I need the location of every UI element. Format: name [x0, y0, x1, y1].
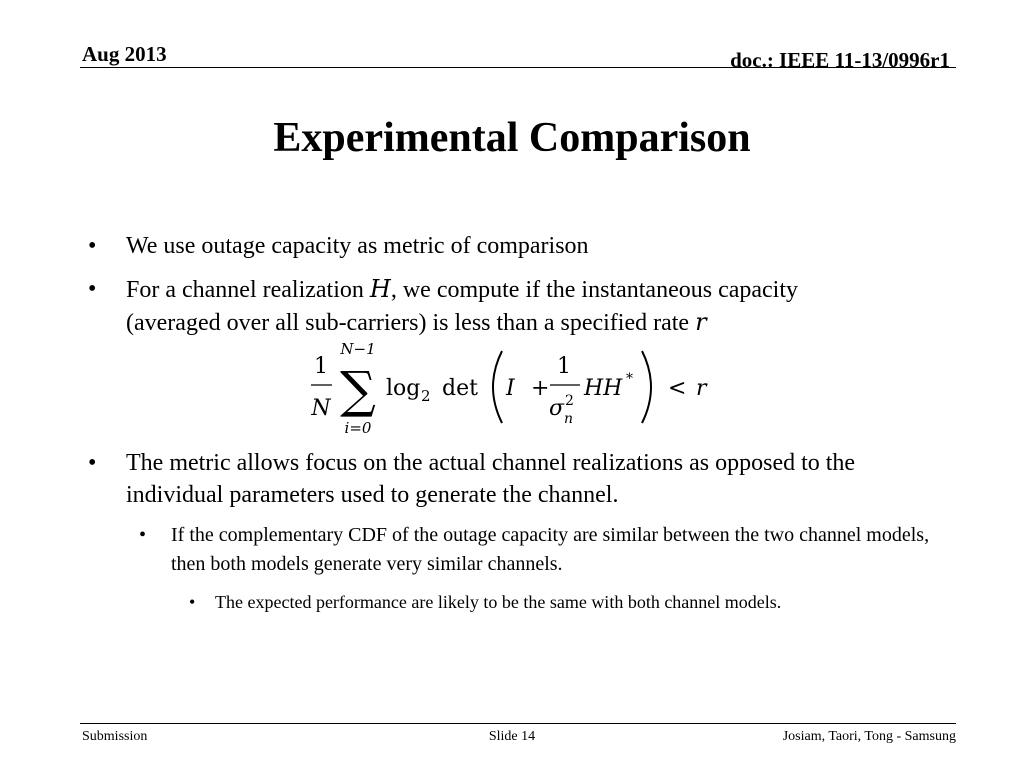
- bullet-2: [88, 273, 926, 339]
- formula-sum-symbol: ∑: [340, 361, 376, 419]
- formula-frac2-num: 1: [557, 354, 571, 379]
- bullet-marker: •: [88, 276, 97, 302]
- formula-left-paren: [493, 351, 502, 423]
- outage-capacity-formula: [0, 335, 1024, 440]
- formula-plus: +: [531, 376, 550, 401]
- bullet-2-line1-pre: For a channel realization: [126, 277, 370, 303]
- formula-det: det: [442, 376, 478, 401]
- formula-sum-upper: N−1: [340, 340, 376, 358]
- sub-bullet-text: If the complementary CDF of the outage capacity are similar between the two channel models, then both models generate very similar channels.: [171, 524, 930, 575]
- bullet-3-text: The metric allows focus on the actual channel realizations as opposed to the individual parameters used to generate the channel.: [126, 450, 856, 508]
- bullet-1: [88, 230, 926, 262]
- header-date: Aug 2013: [82, 42, 167, 66]
- sub-sub-bullet: [189, 590, 955, 614]
- header-doc-id: doc.: IEEE 11-13/0996r1: [730, 48, 950, 72]
- formula-sum-lower: i=0: [344, 419, 372, 437]
- formula-sigma: σ: [549, 396, 565, 421]
- formula-frac1-num: 1: [314, 354, 328, 379]
- sub-sub-bullet-text: The expected performance are likely to be the same with both channel models.: [215, 592, 782, 612]
- formula-frac1-den: N: [311, 396, 331, 421]
- bullet-2-line2-pre: (averaged over all sub-carriers) is less than a specified rate: [126, 310, 696, 336]
- formula-less-than: <: [668, 376, 687, 401]
- bullet-marker: •: [88, 450, 97, 476]
- bullet-3: [88, 447, 926, 511]
- formula-identity: I: [506, 376, 515, 401]
- formula-star: *: [626, 371, 633, 387]
- formula-rate: r: [696, 376, 707, 401]
- bullet-marker: •: [189, 592, 196, 612]
- bullet-2-line1-post: , we compute if the instantaneous capacity: [390, 277, 799, 303]
- bullet-2-var-h: H: [369, 275, 391, 303]
- formula-hh: HH: [584, 376, 623, 401]
- footer-divider: [80, 723, 956, 724]
- footer-submission: Submission: [82, 729, 148, 744]
- formula-sigma-sub: n: [564, 411, 574, 427]
- bullet-2-var-r: r: [695, 308, 707, 336]
- formula-log: log: [386, 376, 421, 401]
- formula-sigma-sup: 2: [565, 393, 574, 409]
- bullet-1-text: We use outage capacity as metric of comparison: [126, 233, 589, 259]
- formula-right-paren: [642, 351, 651, 423]
- footer-authors: Josiam, Taori, Tong - Samsung: [782, 729, 956, 744]
- footer-slide-number: Slide 14: [488, 729, 536, 744]
- sub-bullet: [139, 521, 941, 579]
- bullet-marker: •: [88, 233, 97, 259]
- header-divider: [80, 67, 956, 68]
- slide-title: Experimental Comparison: [273, 115, 751, 161]
- formula-log-base: 2: [421, 387, 431, 405]
- bullet-marker: •: [139, 524, 147, 546]
